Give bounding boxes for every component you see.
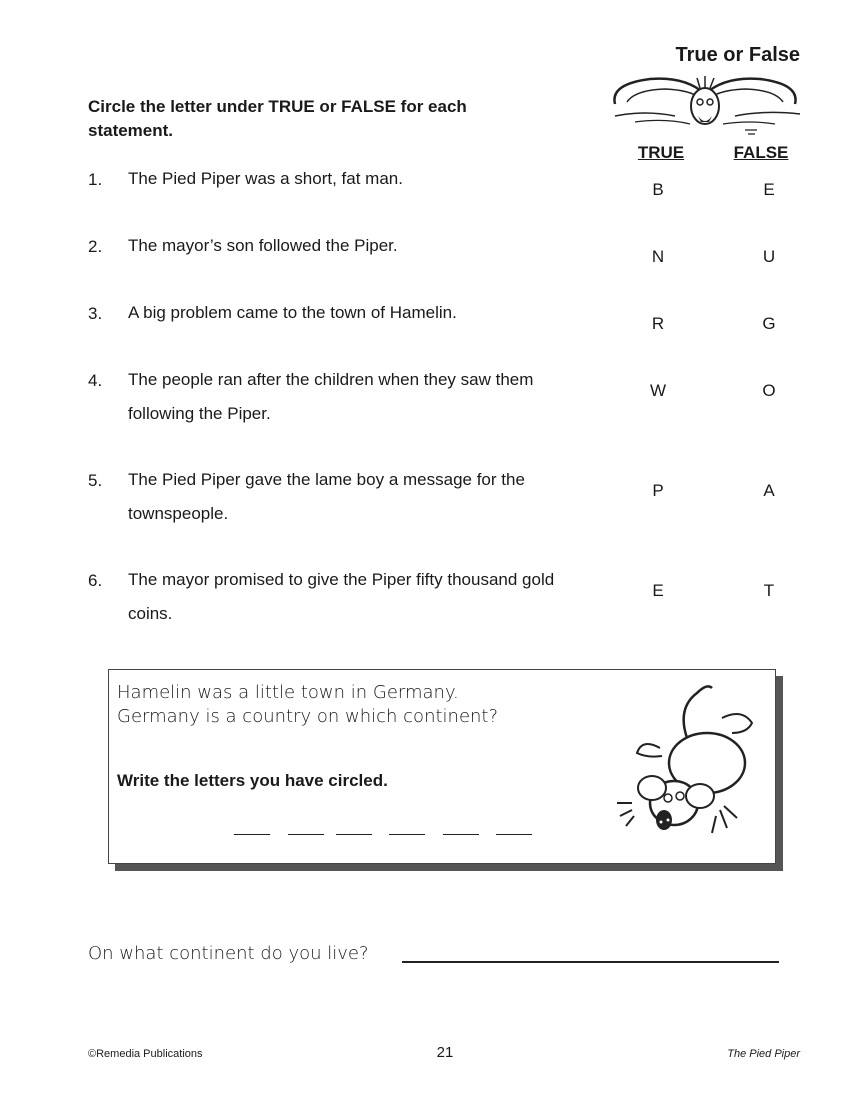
answer-blank[interactable]: [389, 834, 425, 835]
footer-publisher: ©Remedia Publications: [88, 1048, 203, 1060]
question-number: 6.: [88, 571, 103, 590]
answer-blank[interactable]: [336, 834, 372, 835]
instructions: Circle the letter under TRUE or FALSE for each statement.: [88, 97, 467, 140]
true-letter-option[interactable]: B: [652, 180, 664, 199]
question-text: The Pied Piper was a short, fat man.: [128, 169, 403, 188]
true-letter-option[interactable]: W: [649, 381, 667, 400]
false-letter-option[interactable]: E: [763, 180, 775, 199]
rat-diving-icon: [612, 678, 772, 848]
answer-blank[interactable]: [443, 834, 479, 835]
question-text: The people ran after the children when they saw them following the Piper.: [128, 370, 534, 423]
question-number: 4.: [88, 371, 103, 390]
rat-swimming-icon: [605, 64, 805, 144]
answer-blank[interactable]: [288, 834, 324, 835]
true-letter-option[interactable]: P: [652, 481, 664, 500]
false-letter-option[interactable]: O: [762, 381, 776, 400]
continent-question: On what continent do you live?: [88, 943, 369, 964]
question-text: The mayor’s son followed the Piper.: [128, 236, 398, 255]
question-text: A big problem came to the town of Hamelin.: [128, 303, 457, 322]
question-number: 3.: [88, 304, 103, 323]
page-number: 21: [436, 1044, 454, 1061]
true-letter-option[interactable]: N: [651, 247, 665, 266]
true-column-header: TRUE: [637, 143, 685, 162]
false-letter-option[interactable]: A: [763, 481, 775, 500]
false-letter-option[interactable]: U: [762, 247, 776, 266]
true-letter-option[interactable]: R: [651, 314, 665, 333]
section-title: True or False: [675, 44, 800, 66]
question-number: 5.: [88, 471, 103, 490]
puzzle-line-1: Hamelin was a little town in Germany.: [117, 682, 459, 703]
question-number: 2.: [88, 237, 103, 256]
false-column-header: FALSE: [733, 143, 789, 162]
true-letter-option[interactable]: E: [652, 581, 664, 600]
question-text: The Pied Piper gave the lame boy a message for the townspeople.: [128, 470, 525, 523]
continent-answer-line[interactable]: [402, 961, 779, 963]
puzzle-prompt: [117, 681, 587, 729]
puzzle-line-2: Germany is a country on which continent?: [117, 706, 499, 727]
puzzle-instruction: Write the letters you have circled.: [117, 771, 388, 790]
question-text: The mayor promised to give the Piper fifty thousand gold coins.: [128, 570, 555, 623]
footer-book-title: The Pied Piper: [727, 1048, 800, 1060]
false-letter-option[interactable]: G: [762, 314, 776, 333]
answer-blank[interactable]: [234, 834, 270, 835]
false-letter-option[interactable]: T: [763, 581, 775, 600]
answer-blank[interactable]: [496, 834, 532, 835]
question-number: 1.: [88, 170, 103, 189]
